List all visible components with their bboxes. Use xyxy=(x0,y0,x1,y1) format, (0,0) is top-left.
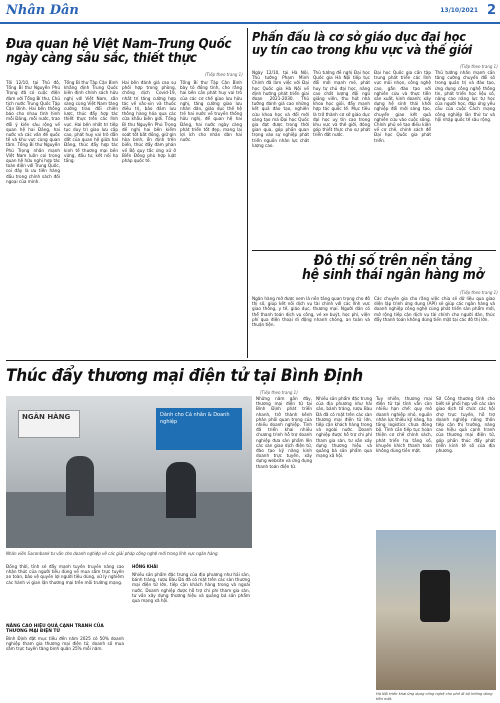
article-2-headline-line2: uy tín cao trong khu vực và thế giới xyxy=(252,42,472,58)
article-4-col-3: Tuy nhiên, thương mại điện tử tại tỉnh vẫn còn nhiều hạn chế: quy mô doanh nghiệp nhỏ, nguồn nhân lực thiếu kỹ năng, hạ tầng logistics chưa đồng bộ. Tỉnh cần tiếp tục hoàn thiện cơ chế chính sách, phát triển hạ tầng số, khuyến khích thanh toán không dùng tiền mặt. xyxy=(376,396,432,454)
article-4-subhead: NÂNG CAO HIỆU QUẢ CẠNH TRANH CỦA THƯƠNG MẠI ĐIỆN TỬ xyxy=(6,624,104,634)
bank-sign xyxy=(18,410,80,438)
article-4-photo xyxy=(6,396,252,548)
counter-desk xyxy=(6,492,252,548)
article-3-col-1: Ngân hàng mở được xem là nền tảng quan trọng cho đô thị số, giúp kết nối dịch vụ tài chính với các lĩnh vực giao thông, y tế, giáo dục, thương mại. Người dân có thể thanh toán dịch vụ công, vé xe buýt, học phí, viện phí qua điện thoại di động nhanh chóng, an toàn và thuận tiện. xyxy=(252,296,370,328)
article-2-col-4: Thủ tướng nhấn mạnh cần tăng cường chuyển đổi số trong quản trị và đào tạo, ứng dụng công nghệ thông tin, phát triển học liệu số, nâng cao năng lực tự học của người học, đáp ứng yêu cầu của cuộc Cách mạng công nghiệp lần thứ tư và hội nhập quốc tế sâu rộng. xyxy=(435,70,495,122)
article-1-col-4: Tổng Bí thư Tập Cận Bình bày tỏ đồng tình, cho rằng hai bên cần phát huy vai trò của các cơ chế giao lưu hữu nghị, tăng cường giao lưu nhân dân, giáo dục thế hệ trẻ hai nước về truyền thống hữu nghị, để quan hệ hai Đảng, hai nước ngày càng phát triển tốt đẹp, mang lại lợi ích cho nhân dân hai nước. xyxy=(180,80,242,143)
photo-right-caption: Hà Nội triển khai ứng dụng công nghệ cho phố đi bộ không dùng tiền mặt. xyxy=(376,692,493,701)
article-2-note: (Tiếp theo trang 1) xyxy=(460,64,498,69)
article-4-col-6: Nhiều sản phẩm đặc trưng của địa phương như hải sản, bánh tráng, rượu Bàu Đá đã có mặt trên các sàn thương mại điện tử lớn, tiếp cận khách hàng trong và ngoài nước. Doanh nghiệp được hỗ trợ chi phí tham gia sàn, tư vấn xây dựng thương hiệu và quảng bá sản phẩm qua mạng xã hội. xyxy=(132,572,250,604)
article-3-note: (Tiếp theo trang 1) xyxy=(460,290,498,295)
article-2-col-2: Thủ tướng đề nghị Đại học Quốc gia Hà Nội tiếp tục đổi mới mạnh mẽ, phát huy tự chủ đại học, nâng cao chất lượng đội ngũ giảng viên, thu hút nhà khoa học giỏi, đẩy mạnh hợp tác quốc tế. Mục tiêu là trở thành cơ sở giáo dục đại học uy tín cao trong khu vực và thế giới, đóng góp thiết thực cho sự phát triển đất nước. xyxy=(313,70,370,138)
page-number: 2 xyxy=(486,3,496,18)
masthead xyxy=(0,0,500,24)
service-board xyxy=(156,408,242,450)
article-4-photo-right xyxy=(376,530,496,690)
article-3-headline-line1: Đô thị số trên nền tảng xyxy=(313,253,473,269)
article-4-col-1: Những năm gần đây, thương mại điện tử tại Bình Định phát triển nhanh, trở thành kênh phân phối quan trọng của nhiều doanh nghiệp. Tỉnh đã triển khai nhiều chương trình hỗ trợ doanh nghiệp đưa sản phẩm lên các sàn giao dịch điện tử, đào tạo kỹ năng kinh doanh trực tuyến, xây dựng website và ứng dụng thanh toán điện tử. xyxy=(256,396,312,469)
column-divider xyxy=(247,28,248,358)
article-1-col-1: Tối 12/10, tại Thủ đô, Tổng Bí thư Nguyễn Phú Trọng đã có cuộc điện đàm với Tổng Bí thư, Chủ tịch nước Trung Quốc Tập Cận Bình. Hai bên thông báo cho nhau tình hình mỗi Đảng, mỗi nước, trao đổi ý kiến sâu rộng về quan hệ hai Đảng, hai nước và các vấn đề quốc tế và khu vực cùng quan tâm. Tổng Bí thư Nguyễn Phú Trọng nhấn mạnh Việt Nam luôn coi trọng quan hệ hữu nghị hợp tác toàn diện với Trung Quốc, coi đây là ưu tiên hàng đầu trong chính sách đối ngoại của mình. xyxy=(6,80,60,184)
service-board-text: Dành cho Cá nhân & Doanh nghiệp xyxy=(160,412,230,425)
article-3-headline-line2: hệ sinh thái ngân hàng mở xyxy=(302,267,484,284)
bank-sign-title: NGÂN HÀNG xyxy=(22,413,71,421)
article-4-headline: Thúc đẩy thương mại điện tử tại Bình Định xyxy=(6,366,363,386)
article-2-headline-line1: Phấn đấu là cơ sở giáo dục đại học xyxy=(252,29,466,44)
article-3-headline xyxy=(290,254,496,283)
article-1-note: (Tiếp theo trang 1) xyxy=(205,72,243,77)
article-1-col-2: Tổng Bí thư Tập Cận Bình khẳng định Trung Quốc kiên định chính sách hữu nghị với Việt Nam, sẵn sàng cùng Việt Nam tăng cường trao đổi chiến lược, thúc đẩy hợp tác thiết thực trên các lĩnh vực. Hai bên nhất trí tiếp tục duy trì giao lưu cấp cao, phát huy vai trò dẫn dắt của quan hệ giữa hai Đảng, thúc đẩy hợp tác kinh tế thương mại bền vững, đầu tư, kết nối hạ tầng. xyxy=(64,80,118,164)
article-1-headline-line1: Đưa quan hệ Việt Nam–Trung Quốc xyxy=(6,37,232,52)
phone-hand xyxy=(420,570,450,622)
article-2-col-3: Đại học Quốc gia cần tập trung phát triển các lĩnh vực mũi nhọn, công nghệ cao, gắn đào tạo với nghiên cứu và thực tiễn sản xuất, kinh doanh; xây dựng hệ sinh thái khởi nghiệp đổi mới sáng tạo, chuyển giao kết quả nghiên cứu vào cuộc sống. Chính phủ sẽ tạo điều kiện về cơ chế, chính sách để Đại học Quốc gia phát triển. xyxy=(374,70,431,143)
section-divider xyxy=(252,250,496,251)
article-4-byline: HỒNG KHÁI xyxy=(132,564,158,569)
article-4-note: (Tiếp theo trang 1) xyxy=(260,390,298,395)
article-1-col-3: Hai bên đánh giá cao sự phối hợp trong phòng, chống dịch Covid-19, nhất trí tăng cường hợp tác về vắc-xin và thuốc điều trị, bảo đảm lưu thông hàng hóa qua các cửa khẩu biên giới. Tổng Bí thư Nguyễn Phú Trọng đề nghị hai bên kiểm soát tốt bất đồng, giữ gìn hòa bình, ổn định trên biển, thúc đẩy đàm phán về Bộ quy tắc ứng xử ở Biển Đông phù hợp luật pháp quốc tế. xyxy=(122,80,176,164)
article-1-headline-line2: ngày càng sâu sắc, thiết thực xyxy=(6,50,197,66)
page-divider xyxy=(6,360,496,361)
person-right xyxy=(166,462,196,518)
article-4-bottom: Bình Định đặt mục tiêu đến năm 2025 có 50% doanh nghiệp tham gia thương mại điện tử, doanh số mua sắm trực tuyến tăng bình quân 25% mỗi năm. xyxy=(6,636,124,652)
article-2-col-1: Ngày 12/10, tại Hà Nội, Thủ tướng Phạm Minh Chính đã làm việc với Đại học Quốc gia Hà Nội về định hướng phát triển giai đoạn 2021-2030. Thủ tướng đánh giá cao những kết quả đào tạo, nghiên cứu khoa học và đổi mới sáng tạo mà Đại học Quốc gia đạt được trong thời gian qua, góp phần quan trọng vào sự nghiệp phát triển nguồn nhân lực chất lượng cao. xyxy=(252,70,309,148)
newspaper-brand: Nhân Dân xyxy=(6,3,79,18)
photo-left-caption: Nhân viên Saconbank tư vấn cho doanh nghiệp về các giải pháp công nghệ mới trong lĩnh vực ngân hàng. xyxy=(6,551,219,556)
person-left xyxy=(66,456,94,516)
article-2-headline xyxy=(252,30,496,56)
issue-date: 13/10/2021 xyxy=(440,7,478,14)
article-1-headline xyxy=(6,38,244,66)
article-4-col-5: Đồng thời, tỉnh sẽ đẩy mạnh tuyên truyền nâng cao nhận thức của người tiêu dùng về mua sắm trực tuyến an toàn, bảo vệ quyền lợi người tiêu dùng, xử lý nghiêm các hành vi gian lận thương mại trên môi trường mạng. xyxy=(6,564,124,585)
article-3-col-2: Các chuyên gia cho rằng việc chia sẻ dữ liệu qua giao diện lập trình ứng dụng (API) sẽ giúp các ngân hàng và doanh nghiệp công nghệ cùng phát triển sản phẩm mới, mở rộng tiếp cận dịch vụ tài chính cho người dân, thúc đẩy thanh toán không dùng tiền mặt tại các đô thị lớn. xyxy=(374,296,495,322)
article-4-col-2: Nhiều sản phẩm đặc trưng của địa phương như hải sản, bánh tráng, rượu Bàu Đá đã có mặt trên các sàn thương mại điện tử lớn, tiếp cận khách hàng trong và ngoài nước. Doanh nghiệp được hỗ trợ chi phí tham gia sàn, tư vấn xây dựng thương hiệu và quảng bá sản phẩm qua mạng xã hội. xyxy=(316,396,372,459)
article-4-col-4: Sở Công thương tỉnh cho biết sẽ phối hợp với các sàn giao dịch tổ chức các hội chợ trực tuyến, hỗ trợ doanh nghiệp nông thôn tiếp cận thị trường, nâng cao hiệu quả cạnh tranh của thương mại điện tử, góp phần thúc đẩy phát triển kinh tế số của địa phương. xyxy=(436,396,495,454)
